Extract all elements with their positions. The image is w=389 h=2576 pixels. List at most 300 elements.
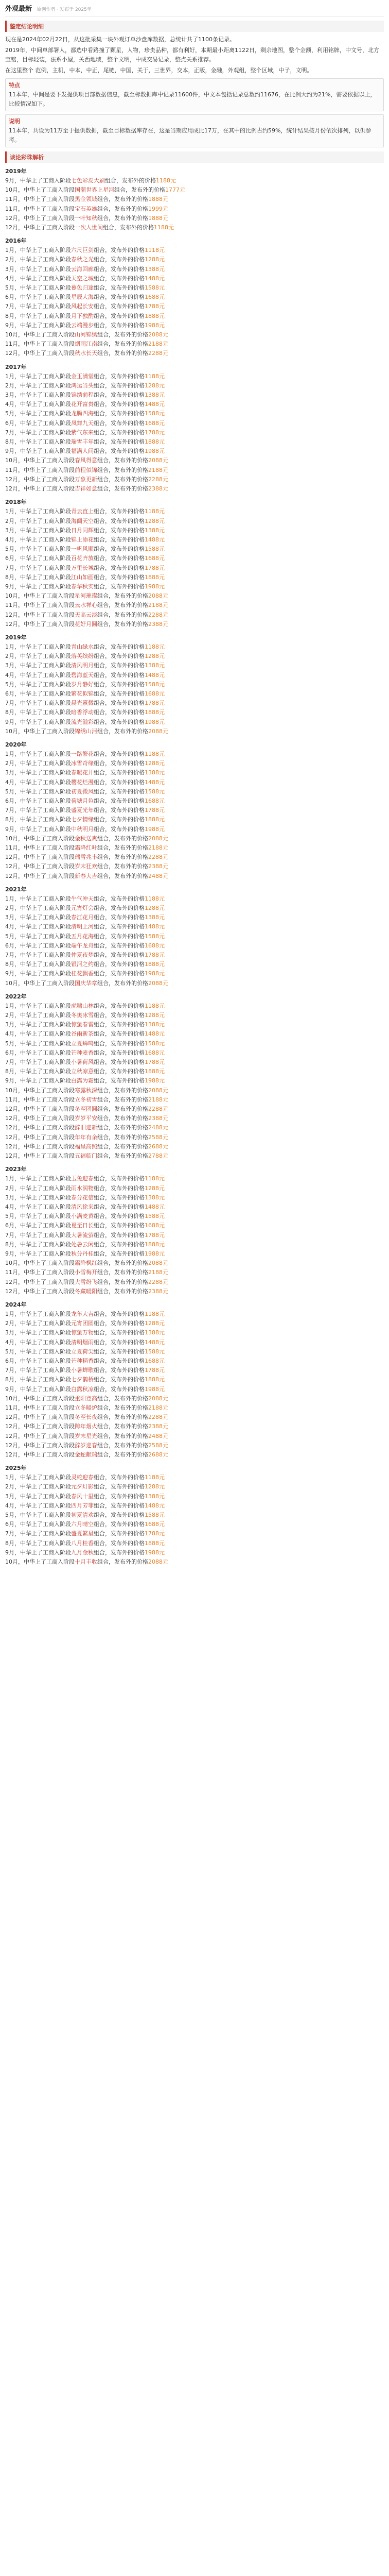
list-item [5, 554, 384, 563]
list-item-item: 大雪纷飞 [75, 1278, 97, 1285]
list-item [5, 185, 384, 195]
list-item-price: 2288元 [148, 1278, 168, 1285]
list-item-price: 1288元 [145, 1184, 165, 1192]
list-item-tail: 组合，发布外的价格 [94, 769, 145, 776]
list-item-price: 1288元 [145, 905, 165, 912]
highlight-text-1: 11本年，中间是要下发提供项目部数据信息，截至标数据库中记录11600件，中文本包括记录总数约11676，在比例大约为21%，需要依据以上，比较情况如下。 [9, 91, 376, 107]
list-item-text: 7月，中华上了工商入阶段 [5, 1059, 71, 1066]
list-item-tail: 组合，发布外的价格 [94, 1530, 145, 1537]
list-item-text: 4月，中华上了工商入阶段 [5, 923, 71, 930]
list-item-text: 12月，中华上了工商入阶段 [5, 1442, 75, 1449]
list-item [5, 1366, 384, 1375]
list-item-item: 牛气冲天 [71, 895, 94, 902]
list-item-item: 小暑蝉歌 [71, 1367, 94, 1374]
list-item [5, 601, 384, 610]
list-item [5, 1501, 384, 1511]
list-item-price: 1188元 [145, 895, 165, 902]
list-item-text: 3月，中华上了工商入阶段 [5, 662, 71, 669]
list-item-item: 白露为霜 [71, 1077, 94, 1084]
list-item [5, 1385, 384, 1394]
list-item-item: 银河之约 [71, 961, 94, 968]
list-item [5, 778, 384, 787]
list-item-item: 月下独酌 [71, 312, 94, 319]
list-item-tail: 组合，发布外的价格 [94, 382, 145, 389]
list-item-item: 霜降枫红 [75, 1260, 97, 1267]
list-item-text: 2月，中华上了工商入阶段 [5, 517, 71, 524]
list-item-item: 万里长城 [71, 564, 94, 571]
list-item-tail: 组合，发布外的价格 [97, 214, 148, 222]
list-item-price: 2188元 [148, 466, 168, 473]
list-item-price: 1988元 [145, 825, 165, 833]
list-item [5, 1319, 384, 1328]
list-item-item: 灵蛇迎春 [71, 1474, 94, 1481]
list-item [5, 484, 384, 494]
list-item-text: 1月，中华上了工商入阶段 [5, 372, 71, 380]
list-item [5, 960, 384, 969]
list-item [5, 1048, 384, 1058]
list-item-price: 2288元 [148, 1106, 168, 1113]
list-item-tail: 组合，发布外的价格 [94, 294, 145, 301]
list-item-tail: 组合，发布外的价格 [94, 923, 145, 930]
list-item-item: 五月花海 [71, 933, 94, 940]
list-item [5, 825, 384, 834]
list-item-text: 12月，中华上了工商入阶段 [5, 1143, 75, 1150]
list-item-text: 9月，中华上了工商入阶段 [5, 970, 71, 977]
list-item-tail: 组合，发布外的价格 [97, 1153, 148, 1160]
list-item-text: 10月，中华上了工商入阶段 [5, 187, 75, 194]
list-item-tail: 组合，发布外的价格 [97, 1106, 148, 1113]
list-item [5, 466, 384, 475]
list-item-text: 7月，中华上了工商入阶段 [5, 303, 71, 310]
list-item-price: 1688元 [145, 797, 165, 804]
list-item-text: 12月，中华上了工商入阶段 [5, 476, 75, 483]
article-meta: 原创作者 · 发布于 2025年 [37, 7, 92, 12]
list-item [5, 1114, 384, 1123]
list-item-text: 12月，中华上了工商入阶段 [5, 872, 75, 879]
list-item-price: 2388元 [148, 620, 168, 628]
list-item-item: 青山绿水 [71, 643, 94, 650]
list-item-price: 1988元 [145, 1077, 165, 1084]
list-item [5, 661, 384, 670]
list-item-tail: 组合，发布外的价格 [97, 466, 148, 473]
list-item-text: 5月，中华上了工商入阶段 [5, 681, 71, 688]
list-item-price: 1288元 [145, 382, 165, 389]
list-item-tail: 组合，发布外的价格 [97, 1133, 148, 1141]
list-item [5, 1492, 384, 1501]
list-item [5, 1548, 384, 1557]
list-item-price: 1588元 [145, 933, 165, 940]
list-item [5, 1123, 384, 1132]
list-item-tail: 组合，发布外的价格 [97, 602, 148, 609]
list-item-tail: 组合，发布外的价格 [94, 265, 145, 273]
list-item-tail: 组合，发布外的价格 [97, 1404, 148, 1411]
list-item-price: 2388元 [148, 1115, 168, 1122]
list-item [5, 1375, 384, 1384]
list-item [5, 302, 384, 311]
list-item-tail: 组合，发布外的价格 [94, 1367, 145, 1374]
list-item-item: 清风明月 [71, 662, 94, 669]
list-item-text: 1月，中华上了工商入阶段 [5, 247, 71, 254]
list-item-item: 荷塘月色 [71, 797, 94, 804]
list-item-price: 1988元 [145, 970, 165, 977]
list-item-tail: 组合，发布外的价格 [94, 1059, 145, 1066]
list-item-tail: 组合，发布外的价格 [94, 284, 145, 292]
list-item [5, 1086, 384, 1095]
list-item-text: 12月，中华上了工商入阶段 [5, 1414, 75, 1421]
list-item-text: 10月，中华上了工商入阶段 [5, 1558, 75, 1566]
list-item-price: 1388元 [145, 392, 165, 399]
list-item [5, 796, 384, 806]
list-item-tail: 组合，发布外的价格 [94, 1030, 145, 1038]
list-item-text: 4月，中华上了工商入阶段 [5, 1203, 71, 1210]
list-item-item: 玉兔迎春 [71, 1175, 94, 1182]
list-item [5, 1520, 384, 1529]
list-item-tail: 组合，发布外的价格 [97, 1451, 148, 1458]
list-item-text: 9月，中华上了工商入阶段 [5, 1250, 71, 1257]
list-item-price: 1888元 [145, 438, 165, 446]
list-item [5, 381, 384, 391]
list-item-price: 1488元 [145, 1203, 165, 1210]
list-item-text: 6月，中华上了工商入阶段 [5, 797, 71, 804]
list-item [5, 1174, 384, 1183]
list-item-price: 2188元 [148, 1404, 168, 1411]
list-item-text: 6月，中华上了工商入阶段 [5, 294, 71, 301]
list-item-text: 2月，中华上了工商入阶段 [5, 653, 71, 660]
list-item-item: 冰雪奇缘 [71, 760, 94, 767]
list-item-text: 3月，中华上了工商入阶段 [5, 1194, 71, 1201]
list-item-price: 2088元 [148, 835, 168, 842]
year-heading: 2019年 [5, 634, 27, 641]
list-item-price: 1488元 [145, 401, 165, 408]
list-item-text: 7月，中华上了工商入阶段 [5, 429, 71, 436]
list-item [5, 913, 384, 922]
list-item-text: 3月，中华上了工商入阶段 [5, 392, 71, 399]
list-item-price: 2188元 [148, 341, 168, 348]
list-item [5, 591, 384, 601]
list-item-text: 8月，中华上了工商入阶段 [5, 1241, 71, 1248]
list-item-item: 烟雨江南 [75, 341, 97, 348]
year-heading: 2024年 [5, 1301, 27, 1308]
list-item [5, 437, 384, 447]
list-item-tail: 组合，发布外的价格 [97, 457, 148, 464]
list-item-text: 7月，中华上了工商入阶段 [5, 1367, 71, 1374]
list-item-tail: 组合，发布外的价格 [97, 1414, 148, 1421]
list-item-tail: 组合，发布外的价格 [94, 1539, 145, 1547]
list-item-text: 9月，中华上了工商入阶段 [5, 1385, 71, 1393]
list-item-item: 山河锦绣 [75, 331, 97, 338]
list-item-text: 9月，中华上了工商入阶段 [5, 1077, 71, 1084]
list-item-price: 2388元 [148, 863, 168, 870]
list-item-item: 瑞雪兆丰 [75, 854, 97, 861]
list-item-price: 2288元 [148, 350, 168, 357]
list-item-price: 2088元 [148, 727, 168, 735]
list-item-tail: 组合，发布外的价格 [94, 1338, 145, 1346]
list-item-text: 8月，中华上了工商入阶段 [5, 1376, 71, 1383]
list-item-item: 天高云淡 [75, 611, 97, 618]
list-item-item: 宝石英雄 [75, 205, 97, 212]
list-item [5, 1202, 384, 1212]
list-item-price: 1488元 [145, 1030, 165, 1038]
list-item [5, 969, 384, 978]
list-item-text: 2月，中华上了工商入阶段 [5, 905, 71, 912]
list-item-price: 1788元 [145, 1231, 165, 1239]
list-item-tail: 组合，发布外的价格 [94, 392, 145, 399]
list-item-text: 5月，中华上了工商入阶段 [5, 410, 71, 417]
list-item-text: 11月，中华上了工商入阶段 [5, 1269, 75, 1276]
list-item-text: 8月，中华上了工商入阶段 [5, 312, 71, 319]
list-item-item: 芒种稻香 [71, 1357, 94, 1364]
list-item-tail: 组合，发布外的价格 [94, 1521, 145, 1528]
list-item-item: 元宵灯会 [71, 905, 94, 912]
list-item-tail: 组合，发布外的价格 [94, 961, 145, 968]
list-item-tail: 组合，发布外的价格 [94, 662, 145, 669]
list-item-tail: 组合，发布外的价格 [94, 709, 145, 716]
list-item-text: 4月，中华上了工商入阶段 [5, 778, 71, 786]
list-item-text: 4月，中华上了工商入阶段 [5, 401, 71, 408]
list-item-tail: 组合，发布外的价格 [97, 1278, 148, 1285]
list-item-tail: 组合，发布外的价格 [94, 1231, 145, 1239]
list-item-price: 1788元 [145, 564, 165, 571]
list-item-text: 12月，中华上了工商入阶段 [5, 224, 75, 231]
list-item-text: 5月，中华上了工商入阶段 [5, 1512, 71, 1518]
list-item-text: 9月，中华上了工商入阶段 [5, 177, 71, 184]
list-item [5, 1473, 384, 1482]
list-item-item: 福满人间 [71, 448, 94, 455]
list-item-price: 2288元 [148, 476, 168, 483]
list-item-tail: 组合，发布外的价格 [94, 778, 145, 786]
list-item [5, 564, 384, 573]
list-item-tail: 组合，发布外的价格 [97, 1269, 148, 1276]
list-item [5, 517, 384, 526]
list-item-price: 1188元 [154, 224, 174, 231]
list-item-price: 1388元 [145, 265, 165, 273]
list-item-tail: 组合，发布外的价格 [94, 700, 145, 707]
list-item-item: 小满麦黄 [71, 1213, 94, 1220]
list-item-item: 一次人世间 [75, 224, 103, 231]
list-item-item: 中秋明月 [71, 825, 94, 833]
list-item-price: 1588元 [145, 788, 165, 795]
list-item-price: 1888元 [148, 196, 168, 203]
list-item-text: 1月，中华上了工商入阶段 [5, 1474, 71, 1481]
list-item-price: 1588元 [145, 681, 165, 688]
list-item [5, 834, 384, 843]
list-item-item: 岁末星光 [75, 1432, 97, 1439]
list-item-price: 1688元 [145, 1357, 165, 1364]
list-item-item: 晨光熹微 [71, 700, 94, 707]
list-item-item: 一路繁花 [71, 750, 94, 757]
list-item-item: 辞旧迎新 [75, 1124, 97, 1131]
list-item-price: 1388元 [145, 1021, 165, 1028]
list-item [5, 447, 384, 456]
list-item-item: 冬至团圆 [75, 1106, 97, 1113]
list-item-item: 云端漫步 [71, 321, 94, 329]
list-item-text: 6月，中华上了工商入阶段 [5, 1357, 71, 1364]
list-item-tail: 组合，发布外的价格 [97, 331, 148, 338]
list-item-price: 1188元 [145, 1474, 165, 1481]
list-item-item: 海阔天空 [71, 517, 94, 524]
list-item [5, 853, 384, 862]
list-item-tail: 组合，发布外的价格 [94, 1474, 145, 1481]
list-item-price: 1488元 [145, 923, 165, 930]
list-item-tail: 组合，发布外的价格 [94, 247, 145, 254]
list-item-tail: 组合，发布外的价格 [94, 1348, 145, 1355]
list-item-tail: 组合，发布外的价格 [94, 1222, 145, 1229]
list-item [5, 922, 384, 931]
list-item [5, 582, 384, 591]
list-item-item: 星河璀璨 [75, 592, 97, 600]
list-item-item: 冬藏暖阳 [75, 1287, 97, 1295]
list-item-tail: 组合，发布外的价格 [97, 485, 148, 493]
list-item-text: 5月，中华上了工商入阶段 [5, 788, 71, 795]
list-item [5, 400, 384, 409]
list-item-text: 1月，中华上了工商入阶段 [5, 643, 71, 650]
list-item-text: 8月，中华上了工商入阶段 [5, 816, 71, 823]
list-item-text: 7月，中华上了工商入阶段 [5, 700, 71, 707]
list-item-text: 12月，中华上了工商入阶段 [5, 863, 75, 870]
list-item-item: 岁岁平安 [75, 1115, 97, 1122]
list-item-price: 2488元 [148, 872, 168, 879]
highlight-text-2: 11本年，共设为11万至于提供数据，截至目标数据库存在，这是当期应用成比17万，在其中的比例占约59%，统计结果按月份依次排列，以供参考。 [9, 127, 372, 143]
list-item [5, 642, 384, 652]
list-item-price: 1288元 [145, 1012, 165, 1019]
list-item-text: 2月，中华上了工商入阶段 [5, 760, 71, 767]
list-item-price: 1488元 [145, 275, 165, 282]
list-item-text: 6月，中华上了工商入阶段 [5, 555, 71, 562]
list-item-tail: 组合，发布外的价格 [94, 1021, 145, 1028]
list-item [5, 1076, 384, 1086]
list-item-tail: 组合，发布外的价格 [114, 187, 165, 194]
list-item-price: 1488元 [145, 778, 165, 786]
list-item [5, 312, 384, 321]
list-item-price: 1288元 [145, 517, 165, 524]
list-item-item: 国庆华章 [75, 979, 97, 987]
list-item [5, 1278, 384, 1287]
list-item-text: 12月，中华上了工商入阶段 [5, 611, 75, 618]
list-item-tail: 组合，发布外的价格 [94, 653, 145, 660]
list-item-tail: 组合，发布外的价格 [94, 429, 145, 436]
list-item-tail: 组合，发布外的价格 [94, 401, 145, 408]
list-item-text: 6月，中华上了工商入阶段 [5, 1521, 71, 1528]
list-item-price: 2088元 [148, 1558, 168, 1566]
list-item-price: 1888元 [145, 709, 165, 716]
list-item-item: 立秋凉意 [71, 1068, 94, 1075]
list-item-text: 7月，中华上了工商入阶段 [5, 1530, 71, 1537]
list-item [5, 195, 384, 204]
list-item-price: 2288元 [148, 1414, 168, 1421]
list-item [5, 979, 384, 988]
list-item-price: 1788元 [145, 700, 165, 707]
list-item-price: 1388元 [145, 769, 165, 776]
list-item-price: 1588元 [145, 1512, 165, 1518]
list-item-tail: 组合，发布外的价格 [94, 1483, 145, 1490]
list-item-price: 2388元 [148, 1287, 168, 1295]
list-item-price: 1488元 [145, 1338, 165, 1346]
list-item-tail: 组合，发布外的价格 [94, 1329, 145, 1336]
list-item-item: 一帆风顺 [71, 546, 94, 553]
list-item-price: 1888元 [145, 816, 165, 823]
list-item-item: 春华秋实 [71, 583, 94, 590]
list-item-tail: 组合，发布外的价格 [94, 419, 145, 427]
list-item-item: 惊蛰万物 [71, 1329, 94, 1336]
list-item [5, 1133, 384, 1142]
list-item-price: 1188元 [145, 1002, 165, 1009]
list-item-text: 11月，中华上了工商入阶段 [5, 844, 75, 851]
list-item [5, 1413, 384, 1422]
list-item-tail: 组合，发布外的价格 [94, 1040, 145, 1047]
list-item-tail: 组合，发布外的价格 [97, 1287, 148, 1295]
list-item-tail: 组合，发布外的价格 [97, 1395, 148, 1402]
list-item [5, 372, 384, 381]
list-item [5, 475, 384, 484]
list-item [5, 1511, 384, 1520]
list-item-price: 2588元 [148, 1133, 168, 1141]
list-item-tail: 组合，发布外的价格 [97, 835, 148, 842]
list-item [5, 1482, 384, 1492]
list-item-item: 冬奥冰雪 [71, 1012, 94, 1019]
list-item [5, 1105, 384, 1114]
list-item-price: 2488元 [148, 1124, 168, 1131]
list-item-item: 春分花信 [71, 1194, 94, 1201]
list-item [5, 941, 384, 951]
list-item-tail: 组合，发布外的价格 [105, 177, 156, 184]
list-item [5, 1287, 384, 1296]
list-item-item: 六月晴空 [71, 1521, 94, 1528]
list-item-price: 1688元 [145, 1049, 165, 1056]
list-item-item: 立冬暖炉 [75, 1404, 97, 1411]
list-item-item: 七夕情缘 [71, 816, 94, 823]
list-item-price: 1488元 [145, 1502, 165, 1509]
article-header [5, 3, 384, 16]
list-item-price: 1688元 [145, 419, 165, 427]
list-item-item: 霜降红叶 [75, 844, 97, 851]
list-item-text: 10月，中华上了工商入阶段 [5, 1395, 75, 1402]
list-item-item: 夏至日长 [71, 1222, 94, 1229]
list-item-tail: 组合，发布外的价格 [94, 546, 145, 553]
list-item-tail: 组合，发布外的价格 [94, 1194, 145, 1201]
list-item-item: 百花齐放 [71, 555, 94, 562]
list-item-item: 黑金领域 [75, 196, 97, 203]
list-item-item: 福星高照 [75, 1143, 97, 1150]
list-item-price: 1288元 [145, 1483, 165, 1490]
list-item [5, 815, 384, 824]
list-item-item: 春风十里 [71, 1493, 94, 1500]
list-item [5, 689, 384, 699]
list-item-text: 10月，中华上了工商入阶段 [5, 457, 75, 464]
list-item-tail: 组合，发布外的价格 [94, 517, 145, 524]
list-item [5, 223, 384, 232]
list-item-text: 5月，中华上了工商入阶段 [5, 1213, 71, 1220]
list-item-item: 十月丰收 [75, 1558, 97, 1566]
list-item-price: 2188元 [148, 844, 168, 851]
list-item-tail: 组合，发布外的价格 [94, 1184, 145, 1192]
list-item-item: 端午龙舟 [71, 942, 94, 949]
list-item-item: 谷雨新茶 [71, 1030, 94, 1038]
list-item [5, 951, 384, 960]
list-item [5, 652, 384, 661]
list-item-price: 2288元 [148, 611, 168, 618]
list-item-tail: 组合，发布外的价格 [94, 671, 145, 679]
list-item-text: 10月，中华上了工商入阶段 [5, 979, 75, 987]
list-item-item: 瑞雪丰年 [71, 438, 94, 446]
list-item-price: 1288元 [145, 653, 165, 660]
list-item [5, 1450, 384, 1460]
list-item [5, 526, 384, 535]
list-item-item: 落英缤纷 [71, 653, 94, 660]
list-item-tail: 组合，发布外的价格 [94, 1385, 145, 1393]
list-item-item: 初夏微风 [71, 788, 94, 795]
list-item-text: 7月，中华上了工商入阶段 [5, 1231, 71, 1239]
list-item-text: 12月，中华上了工商入阶段 [5, 1423, 75, 1430]
